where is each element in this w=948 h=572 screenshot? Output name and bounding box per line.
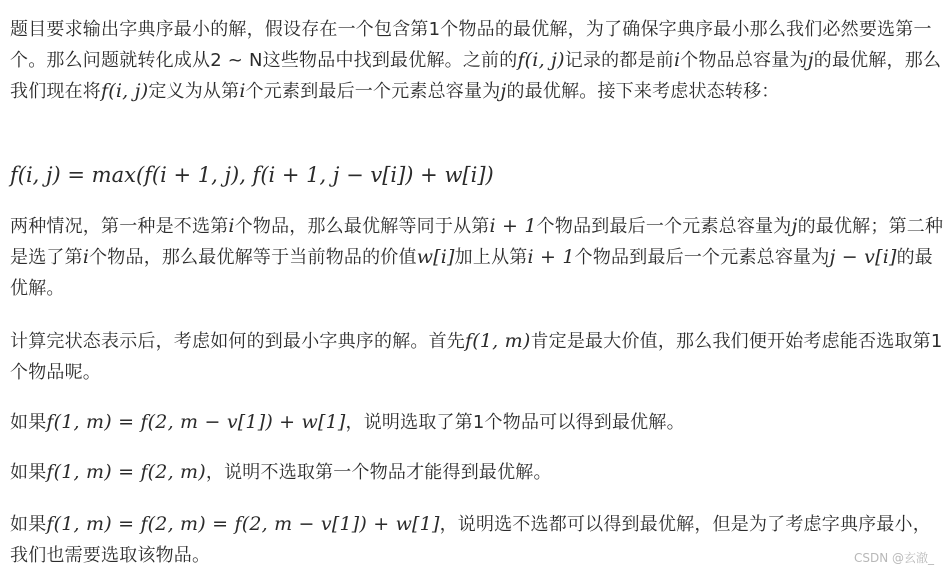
text-run: 个物品总容量为: [680, 50, 808, 71]
text-run: 记录的都是前: [564, 50, 674, 71]
text-run: 如果: [10, 412, 47, 433]
text-run: 个物品，那么最优解等同于从第: [234, 216, 490, 237]
paragraph-case-select: [10, 407, 946, 438]
text-run: ，说明选不选都可以得到最优解，但是为了考虑字典序最小，我们也需要选取该物品。: [10, 514, 931, 566]
inline-math: f(i, j): [517, 49, 565, 71]
text-run: 两种情况，第一种是不选第: [10, 216, 229, 237]
text-run: 的最优解。: [10, 247, 934, 299]
inline-math: i + 1: [527, 246, 575, 268]
inline-math: f(1, m) = f(2, m) = f(2, m − v[1]) + w[1]: [46, 513, 440, 535]
text-run: ，说明选取了第1个物品可以得到最优解。: [345, 412, 685, 433]
inline-math: f(i, j): [101, 80, 149, 102]
text-run: 加上从第: [454, 247, 528, 268]
text-run: ，说明不选取第一个物品才能得到最优解。: [205, 462, 552, 483]
inline-math: w[i]: [416, 246, 455, 268]
text-run: 的最优解；第二种是选了第: [10, 216, 944, 268]
inline-math: i: [82, 246, 90, 268]
inline-math: j − v[i]: [829, 246, 897, 268]
csdn-watermark: CSDN @玄澈_: [853, 551, 934, 565]
formula-block: [10, 158, 494, 192]
text-run: 个物品，那么最优解等于当前物品的价值: [89, 247, 417, 268]
paragraph-lexicographic: [10, 326, 946, 388]
inline-math: f(1, m) = f(2, m − v[1]) + w[1]: [46, 411, 346, 433]
text-run: 个物品到最后一个元素总容量为: [536, 216, 792, 237]
inline-math: i + 1: [489, 215, 537, 237]
inline-math: f(1, m) = f(2, m): [46, 461, 206, 483]
text-run: 的最优解，那么我们现在将: [10, 50, 942, 102]
inline-math: j: [791, 215, 798, 237]
text-run: 如果: [10, 514, 47, 535]
text-run: 的最优解。接下来考虑状态转移：: [506, 81, 780, 102]
inline-math: f(1, m): [465, 330, 531, 352]
inline-math: j: [500, 80, 507, 102]
inline-math: i: [673, 49, 681, 71]
text-run: 定义为从第: [148, 81, 240, 102]
text-run: 个元素到最后一个元素总容量为: [245, 81, 501, 102]
text-run: 题目要求输出字典序最小的解，假设存在一个包含第1个物品的最优解，为了确保字典序最小那么我们必然要选第一个。那么问题就转化成从2 ~ N这些物品中找到最优解。之前的: [10, 19, 932, 71]
text-run: 如果: [10, 462, 47, 483]
inline-math: j: [807, 49, 814, 71]
text-run: 计算完状态表示后，考虑如何的到最小字典序的解。首先: [10, 331, 465, 352]
paragraph-case-skip: [10, 457, 946, 488]
paragraph-two-cases: [10, 211, 946, 304]
text-run: 肯定是最大价值，那么我们便开始考虑能否选取第1个物品呢。: [10, 331, 943, 383]
inline-math: i: [228, 215, 235, 237]
state-transition-formula: f(i, j) = max(f(i + 1, j), f(i + 1, j − v[i]) + w[i]): [10, 163, 494, 187]
inline-math: i: [239, 80, 246, 102]
text-run: 个物品到最后一个元素总容量为: [574, 247, 830, 268]
paragraph-case-both: [10, 509, 946, 571]
paragraph-intro: [10, 14, 946, 107]
